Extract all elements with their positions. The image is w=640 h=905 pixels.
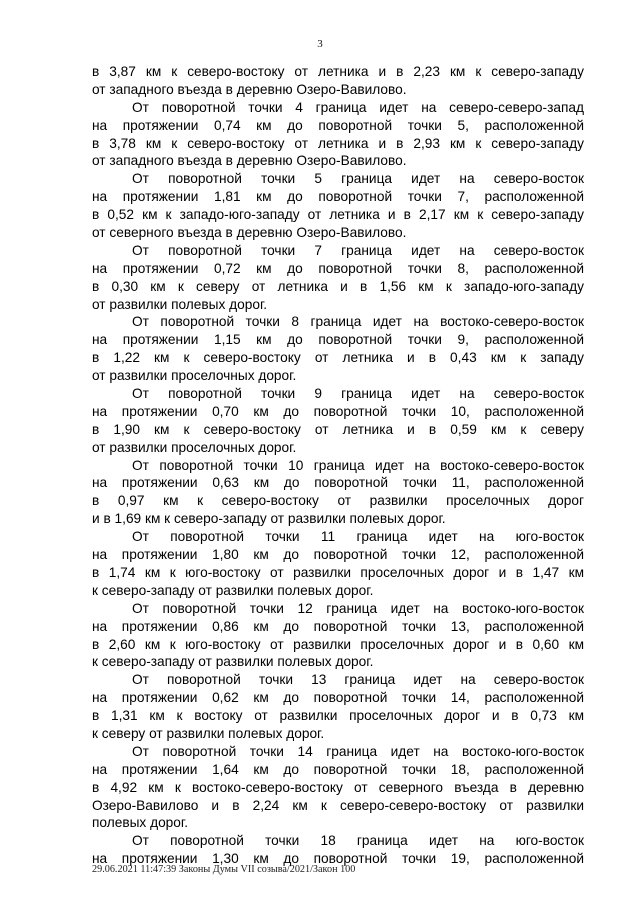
text-line: От поворотной точки 12 граница идет на востоко-юго-восток xyxy=(132,600,584,616)
text-line: к северо-западу от развилки полевых дорог. xyxy=(92,582,374,598)
text-line: на протяжении 0,72 км до поворотной точки 8, расположенной xyxy=(92,260,584,276)
text-line: от западного въезда в деревню Озеро-Вавилово. xyxy=(92,81,407,97)
text-line: От поворотной точки 14 граница идет на востоко-юго-восток xyxy=(132,743,584,759)
text-line: от развилки проселочных дорог. xyxy=(92,439,297,455)
text-line: в 1,74 км к юго-востоку от развилки проселочных дорог и в 1,47 км xyxy=(92,564,584,580)
text-line: Озеро-Вавилово и в 2,24 км к северо-северо-востоку от развилки xyxy=(92,797,584,813)
text-line: и в 1,69 км к северо-западу от развилки полевых дорог. xyxy=(92,511,446,527)
text-line: От поворотной точки 11 граница идет на юго-восток xyxy=(132,529,584,545)
text-line: полевых дорог. xyxy=(92,815,189,831)
text-line: на протяжении 0,62 км до поворотной точки 14, расположенной xyxy=(92,690,584,706)
text-line: в 0,97 км к северо-востоку от развилки проселочных дорог xyxy=(92,493,584,509)
text-line: в 3,78 км к северо-востоку от летника и в 2,93 км к северо-западу xyxy=(92,135,584,151)
text-line: От поворотной точки 13 граница идет на северо-восток xyxy=(132,672,584,688)
text-line: от западного въезда в деревню Озеро-Вавилово. xyxy=(92,153,407,169)
text-line: От поворотной точки 8 граница идет на востоко-северо-восток xyxy=(132,314,584,330)
text-line: на протяжении 1,30 км до поворотной точки 19, расположенной xyxy=(92,851,584,867)
text-line: в 0,52 км к западо-юго-западу от летника и в 2,17 км к северо-западу xyxy=(92,207,584,223)
text-line: на протяжении 0,86 км до поворотной точки 13, расположенной xyxy=(92,618,584,634)
page-number: 3 xyxy=(317,38,323,50)
text-line: на протяжении 0,70 км до поворотной точки 10, расположенной xyxy=(92,403,584,419)
text-line: от развилки проселочных дорог. xyxy=(92,368,297,384)
text-line: на протяжении 1,81 км до поворотной точки 7, расположенной xyxy=(92,189,584,205)
text-line: в 1,90 км к северо-востоку от летника и в 0,59 км к северу xyxy=(92,421,584,437)
text-line: От поворотной точки 10 граница идет на востоко-северо-восток xyxy=(132,457,584,473)
text-line: на протяжении 0,74 км до поворотной точки 5, расположенной xyxy=(92,117,584,133)
text-line: От поворотной точки 18 граница идет на юго-восток xyxy=(132,833,584,849)
text-line: в 1,22 км к северо-востоку от летника и в 0,43 км к западу xyxy=(92,350,584,366)
text-line: От поворотной точки 5 граница идет на северо-восток xyxy=(132,171,584,187)
text-line: в 3,87 км к северо-востоку от летника и в 2,23 км к северо-западу xyxy=(92,64,584,79)
text-line: От поворотной точки 4 граница идет на северо-северо-запад xyxy=(132,99,584,115)
text-line: к северу от развилки полевых дорог. xyxy=(92,725,325,741)
text-line: на протяжении 1,80 км до поворотной точки 12, расположенной xyxy=(92,547,584,563)
text-line: От поворотной точки 7 граница идет на северо-восток xyxy=(132,242,584,258)
text-line: в 4,92 км к востоко-северо-востоку от северного въезда в деревню xyxy=(92,779,584,795)
text-line: на протяжении 0,63 км до поворотной точки 11, расположенной xyxy=(92,475,584,491)
document-body xyxy=(92,63,584,868)
text-line: От поворотной точки 9 граница идет на северо-восток xyxy=(132,386,584,402)
text-line: от развилки полевых дорог. xyxy=(92,296,268,312)
text-line: на протяжении 1,15 км до поворотной точки 9, расположенной xyxy=(92,332,584,348)
document-footer: 29.06.2021 11:47:39 Законы Думы VII созыва/2021/Закон 100 xyxy=(92,864,356,875)
text-line: от северного въезда в деревню Озеро-Вавилово. xyxy=(92,225,407,241)
text-line: к северо-западу от развилки полевых дорог. xyxy=(92,654,374,670)
text-line: в 1,31 км к востоку от развилки проселочных дорог и в 0,73 км xyxy=(92,708,584,724)
text-line: в 2,60 км к юго-востоку от развилки проселочных дорог и в 0,60 км xyxy=(92,636,584,652)
text-line: в 0,30 км к северу от летника и в 1,56 км к западо-юго-западу xyxy=(92,278,584,294)
text-line: на протяжении 1,64 км до поворотной точки 18, расположенной xyxy=(92,761,584,777)
